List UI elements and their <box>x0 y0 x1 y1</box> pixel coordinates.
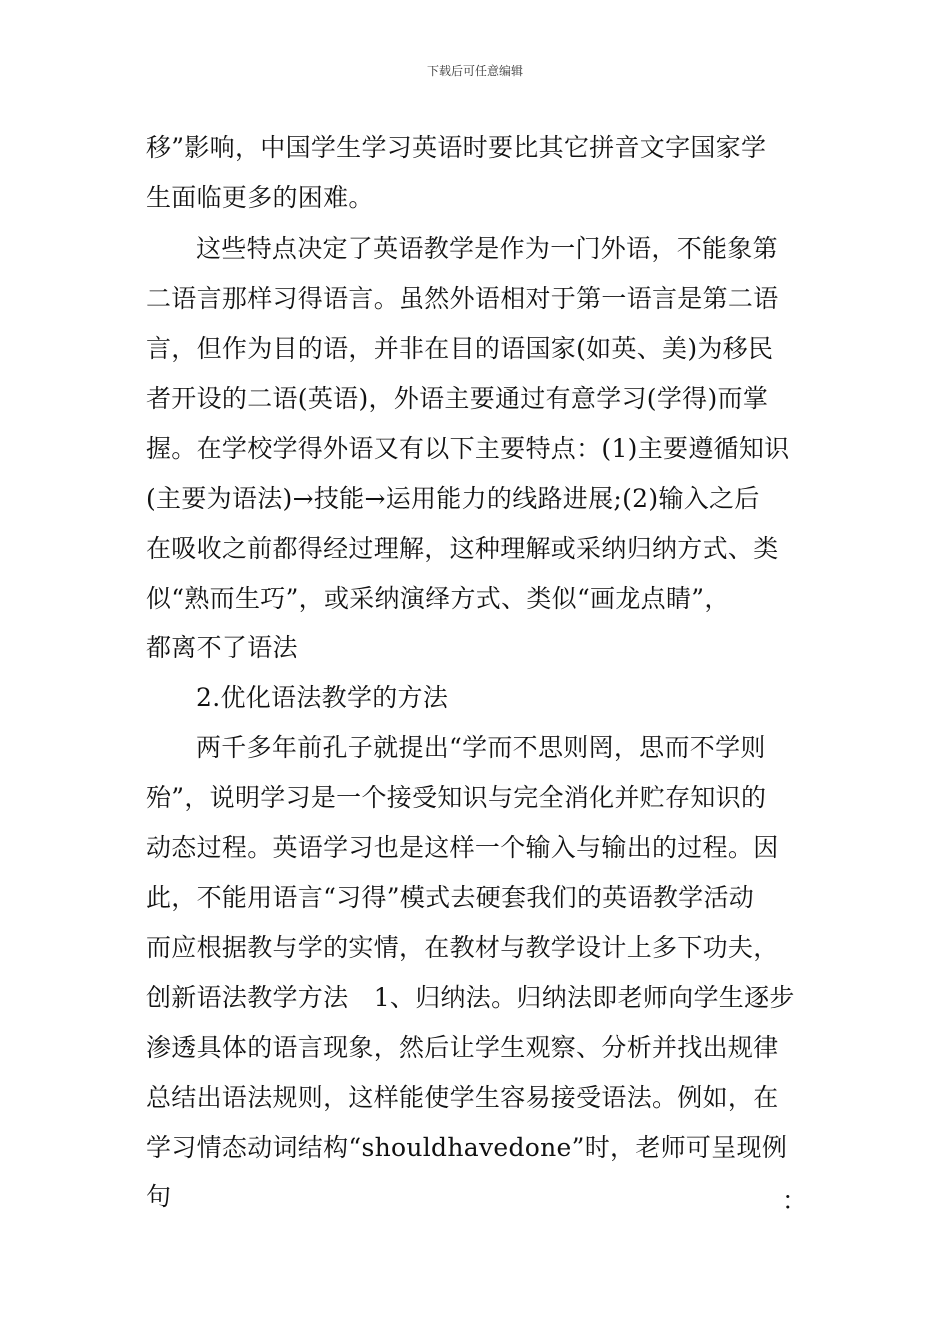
text-line: 似“熟而生巧”，或采纳演绎方式、类似“画龙点睛”， <box>146 584 730 613</box>
text-line: 在吸收之前都得经过理解，这种理解或采纳归纳方式、类 <box>146 534 779 563</box>
text-line: 此，不能用语言“习得”模式去硬套我们的英语教学活动 <box>146 883 755 912</box>
section-heading: 2.优化语法教学的方法 <box>196 683 449 712</box>
text-line: 而应根据教与学的实情，在教材与教学设计上多下功夫， <box>146 933 779 962</box>
text-line: 总结出语法规则，这样能使学生容易接受语法。例如，在 <box>146 1083 779 1112</box>
text-line: 创新语法教学方法 1、归纳法。归纳法即老师向学生逐步 <box>146 983 795 1012</box>
text-line: 握。在学校学得外语又有以下主要特点：(1)主要遵循知识 <box>146 434 790 463</box>
text-line: 移”影响，中国学生学习英语时要比其它拼音文字国家学 <box>146 133 767 162</box>
text-line: 动态过程。英语学习也是这样一个输入与输出的过程。因 <box>146 833 779 862</box>
text-line: 都离不了语法 <box>146 633 298 662</box>
text-line: 生面临更多的困难。 <box>146 183 374 212</box>
text-line: (主要为语法)→技能→运用能力的线路进展;(2)输入之后 <box>146 484 760 513</box>
text-line: 殆”，说明学习是一个接受知识与完全消化并贮存知识的 <box>146 783 767 812</box>
text-line: 学习情态动词结构“shouldhavedone”时，老师可呈现例 <box>146 1133 788 1162</box>
paragraph-start: 这些特点决定了英语教学是作为一门外语，不能象第 <box>196 234 778 263</box>
page-header: 下载后可任意编辑 <box>426 64 523 78</box>
text-line: 二语言那样习得语言。虽然外语相对于第一语言是第二语 <box>146 284 779 313</box>
text-line: 者开设的二语(英语)，外语主要通过有意学习(学得)而掌 <box>146 384 769 413</box>
paragraph-start: 两千多年前孔子就提出“学而不思则罔，思而不学则 <box>196 733 766 762</box>
text-line: 渗透具体的语言现象，然后让学生观察、分析并找出规律 <box>146 1033 779 1062</box>
text-line: 句 <box>146 1182 172 1211</box>
trailing-colon: ： <box>782 1186 808 1215</box>
text-line: 言，但作为目的语，并非在目的语国家(如英、美)为移民 <box>146 334 774 363</box>
